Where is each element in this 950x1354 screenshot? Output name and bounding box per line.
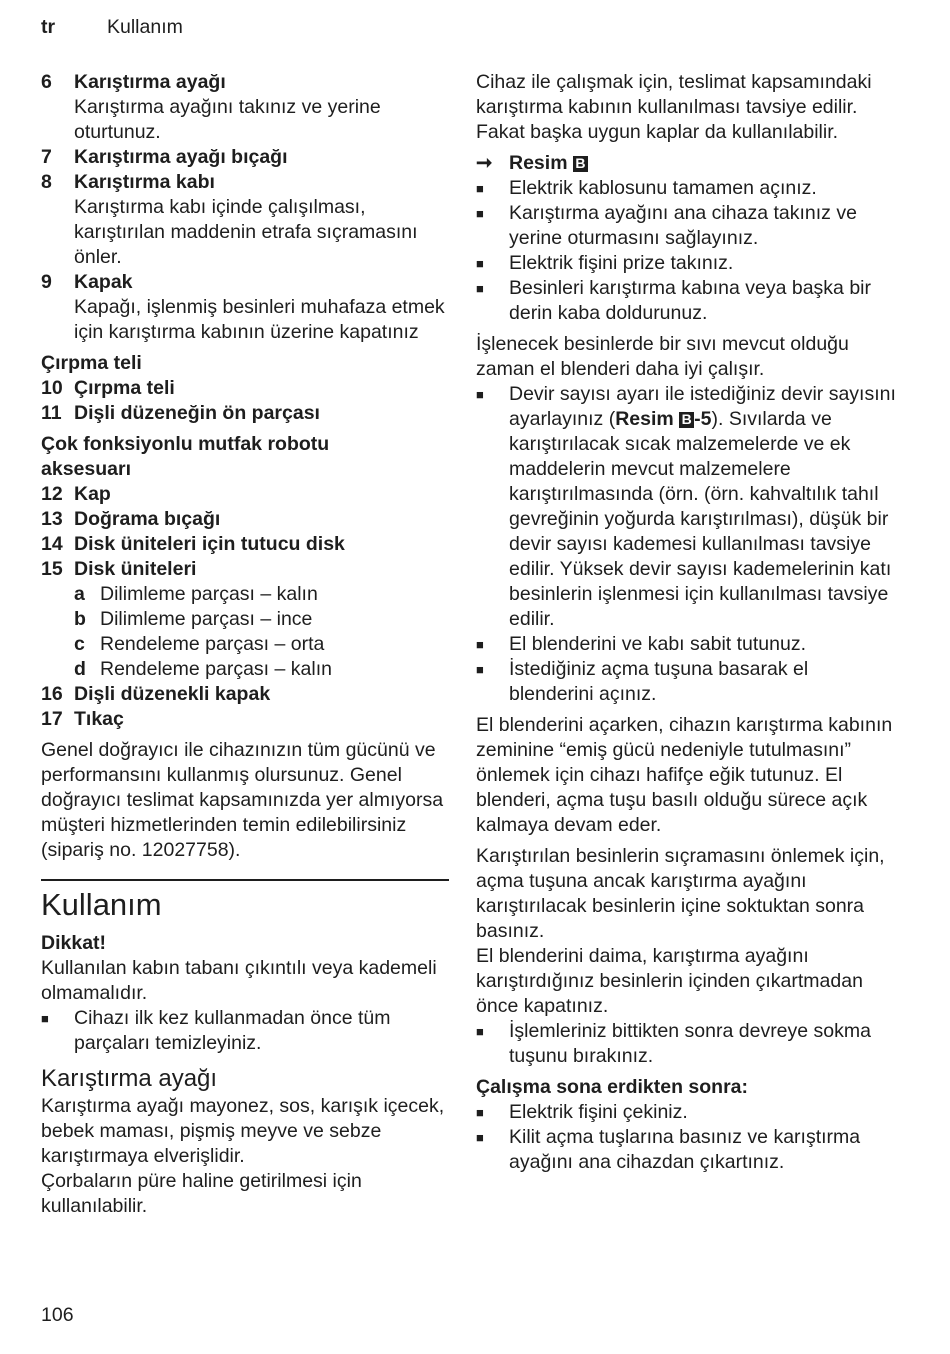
- bullet-item: [476, 657, 896, 707]
- bullet-item: [476, 382, 896, 632]
- sub-item-letter: a: [74, 583, 85, 605]
- figure-reference: [476, 151, 896, 176]
- figure-letter-box: B: [573, 156, 588, 172]
- chopper-paragraph: Genel doğrayıcı ile cihazınızın tüm gücünü ve performansını kullanmış olursunuz. Genel doğrayıcı teslimat kapsamınızda yer almıyorsa müşteri hizmetlerinden temin edilebilirsiniz (sipariş no. 12027758).: [41, 739, 444, 861]
- bullet-item: [476, 201, 896, 251]
- bullet-text: Elektrik fişini çekiniz.: [509, 1101, 688, 1123]
- speed-text-post: ). Sıvılarda ve karıştırılacak sıcak malzemelerde ve ek maddelerin mevcut malzemelere karıştırılmasında (örn. (örn. kahvaltılık tahıl gevreğinin yoğurda karıştırılması), düşük bir devir sayısı kademesi kullanılması tavsiye edilir. Yüksek devir sayısı kademelerinin katı besinlerin işlenmesi için kullanılması tavsiye edilir.: [509, 408, 892, 630]
- after-heading: Çalışma sona erdikten sonra:: [476, 1076, 749, 1098]
- item-number: 7: [41, 146, 52, 168]
- list-item: [41, 270, 453, 295]
- list-item: [41, 401, 453, 426]
- left-column: [41, 70, 453, 1219]
- list-item: [41, 707, 453, 732]
- item-title: Doğrama bıçağı: [74, 508, 221, 530]
- bullet-text: Besinleri karıştırma kabına veya başka bir derin kaba doldurunuz.: [509, 277, 871, 324]
- item-number: 10: [41, 377, 63, 399]
- list-item: [41, 170, 453, 195]
- item-title: Karıştırma ayağı bıçağı: [74, 146, 288, 168]
- speed-text-pre: Devir sayısı ayarı ile istediğiniz devir sayısını ayarlayınız (: [509, 383, 896, 430]
- bullet-text: El blenderini ve kabı sabit tutunuz.: [509, 633, 807, 655]
- black-square-icon: ■: [476, 256, 484, 271]
- item-description: Kapağı, işlenmiş besinleri muhafaza etmek için karıştırma kabının üzerine kapatınız: [74, 296, 445, 343]
- splash-paragraph: El blenderini daima, karıştırma ayağını karıştırdığınız besinlerin içinden çıkartmadan önce kapatınız.: [476, 945, 863, 1017]
- item-number: 8: [41, 171, 52, 193]
- black-square-icon: ■: [476, 181, 484, 196]
- sub-item: [41, 607, 453, 632]
- black-square-icon: ■: [476, 637, 484, 652]
- bullet-item: [476, 276, 896, 326]
- item-title: Disk üniteleri için tutucu disk: [74, 533, 345, 555]
- item-number: 11: [41, 402, 62, 424]
- bullet-text: Elektrik kablosunu tamamen açınız.: [509, 177, 817, 199]
- language-code: tr: [41, 16, 56, 38]
- whisk-heading: Çırpma teli: [41, 352, 142, 374]
- speed-ref-label: Resim: [615, 408, 674, 430]
- bullet-text: Karıştırma ayağını ana cihaza takınız ve yerine oturmasını sağlayınız.: [509, 202, 857, 249]
- sub-item: [41, 582, 453, 607]
- black-square-icon: ■: [476, 1105, 484, 1120]
- sub-item-text: Rendeleme parçası – orta: [100, 633, 325, 655]
- bullet-text: İşlemleriniz bittikten sonra devreye sokma tuşunu bırakınız.: [509, 1020, 871, 1067]
- right-column: [476, 70, 896, 1175]
- bullet-text: İstediğiniz açma tuşuna basarak el blenderini açınız.: [509, 658, 809, 705]
- list-item: [41, 145, 453, 170]
- splash-paragraph: Karıştırılan besinlerin sıçramasını önlemek için, açma tuşuna ancak karıştırma ayağını karıştırılacak besinlerin içine soktuktan sonra basınız.: [476, 845, 885, 942]
- sub-item-text: Dilimleme parçası – ince: [100, 608, 313, 630]
- item-title: Çırpma teli: [74, 377, 175, 399]
- item-description: Karıştırma ayağını takınız ve yerine oturtunuz.: [74, 96, 381, 143]
- right-arrow-icon: ➞: [476, 152, 493, 174]
- black-square-icon: ■: [476, 206, 484, 221]
- attention-label: Dikkat!: [41, 932, 107, 954]
- list-item: [41, 376, 453, 401]
- figure-label: Resim: [509, 152, 568, 174]
- bullet-item: [476, 1125, 896, 1175]
- bullet-item: [476, 176, 896, 201]
- sub-item: [41, 657, 453, 682]
- item-title: Dişli düzenekli kapak: [74, 683, 271, 705]
- item-number: 15: [41, 558, 63, 580]
- item-number: 6: [41, 71, 52, 93]
- list-item: [41, 482, 453, 507]
- item-number: 13: [41, 508, 63, 530]
- item-number: 17: [41, 708, 63, 730]
- black-square-icon: ■: [476, 1024, 484, 1039]
- black-square-icon: ■: [41, 1011, 49, 1026]
- sub-item-text: Rendeleme parçası – kalın: [100, 658, 332, 680]
- item-title: Karıştırma kabı: [74, 171, 215, 193]
- black-square-icon: ■: [476, 387, 484, 402]
- list-item: [41, 70, 453, 95]
- blender-title: Karıştırma ayağı: [41, 1065, 218, 1092]
- bullet-item: [476, 1100, 896, 1125]
- usage-title: Kullanım: [41, 887, 162, 922]
- list-item: [41, 557, 453, 582]
- item-number: 12: [41, 483, 63, 505]
- bullet-item: [476, 1019, 896, 1069]
- sub-item: [41, 632, 453, 657]
- item-title: Dişli düzeneğin ön parçası: [74, 402, 320, 424]
- figure-letter-box: B: [679, 412, 694, 428]
- list-item: [41, 507, 453, 532]
- bullet-item: [476, 632, 896, 657]
- robot-heading: Çok fonksiyonlu mutfak robotu aksesuarı: [41, 433, 330, 480]
- page-header: [41, 14, 183, 40]
- item-number: 14: [41, 533, 63, 555]
- black-square-icon: ■: [476, 1130, 484, 1145]
- bullet-text: Elektrik fişini prize takınız.: [509, 252, 734, 274]
- bullet-text: Cihazı ilk kez kullanmadan önce tüm parçaları temizleyiniz.: [74, 1007, 391, 1054]
- item-title: Kapak: [74, 271, 133, 293]
- black-square-icon: ■: [476, 281, 484, 296]
- item-title: Disk üniteleri: [74, 558, 197, 580]
- bullet-item: [41, 1006, 453, 1056]
- bullet-item: [476, 251, 896, 276]
- section-divider: [41, 879, 449, 881]
- sub-item-letter: c: [74, 633, 85, 655]
- speed-ref-number: -5: [694, 408, 712, 430]
- sub-item-letter: d: [74, 658, 86, 680]
- list-item: [41, 532, 453, 557]
- item-title: Tıkaç: [74, 708, 124, 730]
- list-item: [41, 682, 453, 707]
- blender-paragraph: Karıştırma ayağı mayonez, sos, karışık içecek, bebek maması, pişmiş meyve ve sebze karıştırmaya elverişlidir.: [41, 1095, 445, 1167]
- section-name: Kullanım: [107, 16, 183, 38]
- speed-bullet-text: [509, 382, 896, 632]
- liquid-paragraph: İşlenecek besinlerde bir sıvı mevcut olduğu zaman el blenderi daha iyi çalışır.: [476, 333, 849, 380]
- sub-item-letter: b: [74, 608, 86, 630]
- attention-text: Kullanılan kabın tabanı çıkıntılı veya kademeli olmamalıdır.: [41, 957, 437, 1004]
- tilt-paragraph: El blenderini açarken, cihazın karıştırma kabının zeminine “emiş gücü nedeniyle tutulmasını” önlemek için cihazı hafifçe eğik tutunuz. El blenderi, açma tuşu basılı olduğu sürece açık kalmaya devam eder.: [476, 714, 893, 836]
- blender-paragraph: Çorbaların püre haline getirilmesi için kullanılabilir.: [41, 1170, 362, 1217]
- item-title: Kap: [74, 483, 111, 505]
- intro-paragraph: Cihaz ile çalışmak için, teslimat kapsamındaki karıştırma kabının kullanılması tavsiye edilir. Fakat başka uygun kaplar da kullanılabilir.: [476, 71, 872, 143]
- sub-item-text: Dilimleme parçası – kalın: [100, 583, 318, 605]
- bullet-text: Kilit açma tuşlarına basınız ve karıştırma ayağını ana cihazdan çıkartınız.: [509, 1126, 861, 1173]
- black-square-icon: ■: [476, 662, 484, 677]
- page-number: 106: [41, 1304, 74, 1326]
- item-number: 9: [41, 271, 52, 293]
- item-number: 16: [41, 683, 63, 705]
- item-description: Karıştırma kabı içinde çalışılması, karıştırılan maddenin etrafa sıçramasını önler.: [74, 196, 418, 268]
- item-title: Karıştırma ayağı: [74, 71, 226, 93]
